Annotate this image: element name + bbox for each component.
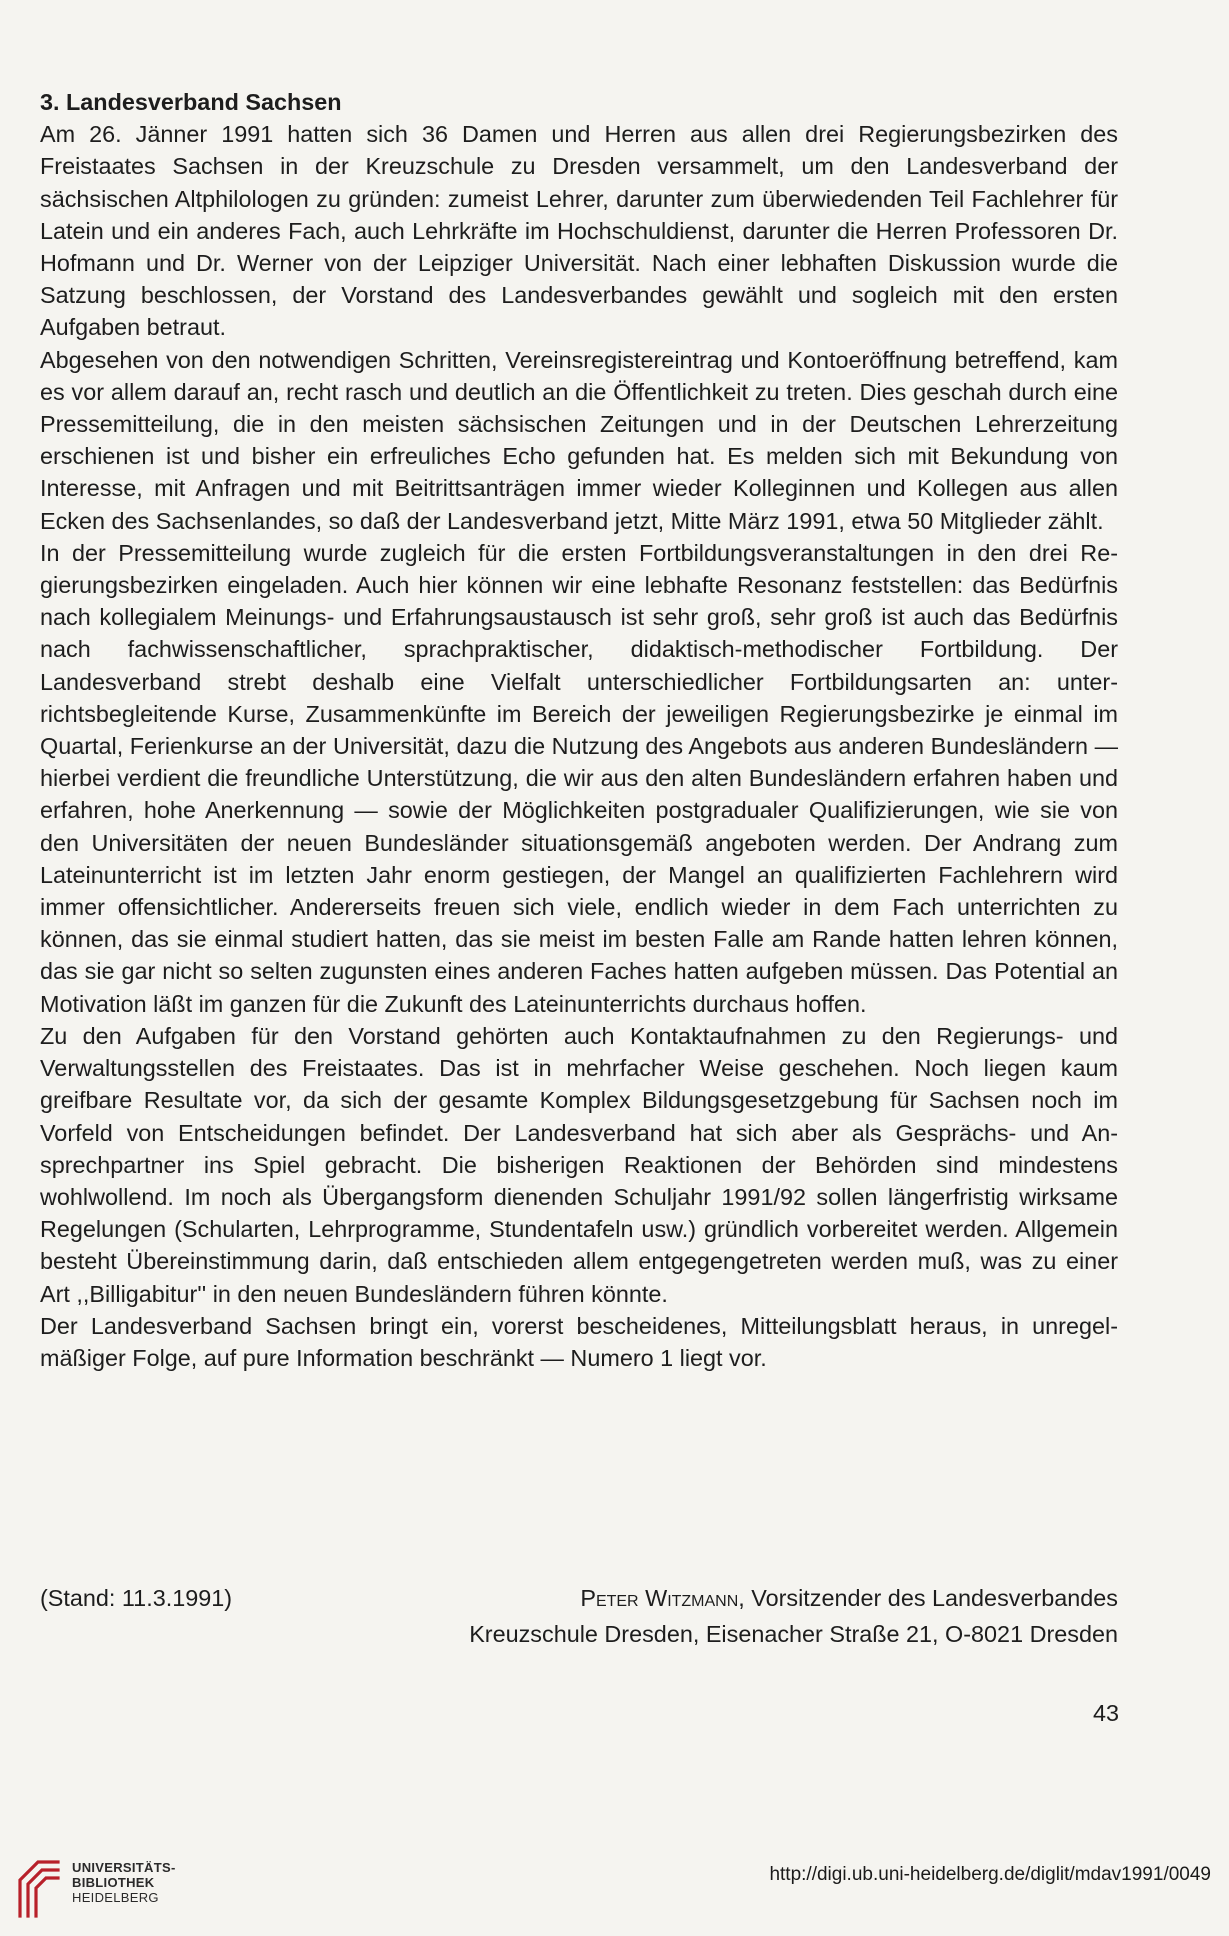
library-name-line-3: HEIDELBERG <box>72 1890 159 1905</box>
library-name-line-2: BIBLIOTHEK <box>72 1875 155 1890</box>
paragraph-2: Abgesehen von den notwendigen Schritten, Vereinsregistereintrag und Kontoeröffnung betreffend, kam es vor allem darauf an, recht rasch und deutlich an die Öffentlichkeit zu treten. Dies geschah durch eine Pressemitteilung, die in den meisten sächsischen Zeitungen und in der Deutschen Lehrerzeitung erschienen ist und bisher ein erfreuliches Echo gefunden hat. Es melden sich mit Bekundung von Interesse, mit Anfragen und mit Beitrittsanträgen immer wieder Kolleginnen und Kollegen aus allen Ecken des Sachsenlandes, so daß der Landesverband jetzt, Mitte März 1991, etwa 50 Mitglieder zählt. <box>40 346 1118 534</box>
library-name <box>72 1860 176 1905</box>
section-heading: 3. Landesverband Sachsen <box>40 89 342 115</box>
author-role: , Vorsitzender des Landesverbandes <box>738 1585 1118 1611</box>
library-name-line-1: UNIVERSITÄTS- <box>72 1860 176 1875</box>
page-footer <box>0 1848 1229 1936</box>
paragraph-4: Zu den Aufgaben für den Vorstand gehörten auch Kontaktaufnahmen zu den Regierungs- und Verwaltungsstellen des Freistaates. Das ist in mehrfacher Weise geschehen. Noch liegen kaum greifbare Resultate vor, da sich der gesamte Komplex Bildungsgesetzgebung für Sachsen noch im Vorfeld von Entscheidungen befindet. Der Landesverband hat sich aber als Gesprächs- und Ansprechpartner ins Spiel gebracht. Die bisherigen Reaktionen der Behörden sind mindestens wohlwollend. Im noch als Übergangsform dienenden Schuljahr 1991/92 sollen längerfristig wirksame Regelungen (Schularten, Lehrprogramme, Stundentafeln usw.) gründlich vorbereitet werden. Allgemein besteht Übereinstimmung darin, daß entschieden allem entgegengetreten werden muß, was zu einer Art ,,Billigabitur'' in den neuen Bundesländern führen könnte. <box>40 1022 1118 1307</box>
paragraph-3: In der Pressemitteilung wurde zugleich für die ersten Fortbildungsveranstaltungen in den drei Regierungsbezirken eingeladen. Auch hier können wir eine lebhafte Resonanz feststellen: das Bedürfnis nach kollegialem Meinungs- und Erfahrungsaustausch ist sehr groß, sehr groß ist auch das Bedürfnis nach fachwissenschaftlicher, sprachpraktischer, didaktisch-methodischer Fortbildung. Der Landesverband strebt deshalb eine Vielfalt unterschiedlicher Fortbildungsarten an: unterrichtsbegleitende Kurse, Zusammenkünfte im Bereich der jeweiligen Regierungsbezirke je einmal im Quartal, Ferienkurse an der Universität, dazu die Nutzung des Angebots aus anderen Bundesländern — hierbei verdient die freundliche Unterstützung, die wir aus den alten Bundesländern erfahren haben und erfahren, hohe Anerkennung — sowie der Möglichkeiten postgradualer Qualifizierungen, wie sie von den Universitäten der neuen Bundesländer situationsgemäß angeboten werden. Der Andrang zum Lateinunterricht ist im letzten Jahr enorm gestiegen, der Mangel an qualifizierten Fachlehrern wird immer offensichtlicher. Andererseits freuen sich viele, endlich wieder in dem Fach unterrichten zu können, das sie einmal studiert hatten, das sie meist im besten Falle am Rande hatten lehren können, das sie gar nicht so selten zugunsten eines anderen Faches hatten aufgeben müssen. Das Potential an Motivation läßt im ganzen für die Zukunft des Lateinunterrichts durchaus hoffen. <box>40 539 1118 1017</box>
source-url-link[interactable]: http://digi.ub.uni-heidelberg.de/diglit/mdav1991/0049 <box>769 1864 1211 1885</box>
author-address: Kreuzschule Dresden, Eisenacher Straße 21, O-8021 Dresden <box>469 1621 1118 1647</box>
date-stamp: (Stand: 11.3.1991) <box>40 1585 233 1611</box>
author-line <box>580 1580 1118 1616</box>
page-number: 43 <box>1092 1700 1119 1726</box>
paragraph-5: Der Landesverband Sachsen bringt ein, vorerst bescheidenes, Mitteilungsblatt heraus, in unregelmäßiger Folge, auf pure Information beschränkt — Numero 1 liegt vor. <box>40 1312 1118 1371</box>
author-name: Peter Witzmann <box>580 1585 739 1611</box>
article-body <box>40 86 1118 1374</box>
paragraph-1: Am 26. Jänner 1991 hatten sich 36 Damen und Herren aus allen drei Regierungsbezirken des Freistaates Sachsen in der Kreuzschule zu Dresden versammelt, um den Landesverband der sächsischen Altphilologen zu gründen: zumeist Lehrer, darunter zum überwiedenden Teil Fachlehrer für Latein und ein anderes Fach, auch Lehrkräfte im Hochschuldienst, darunter die Herren Professoren Dr. Hofmann und Dr. Werner von der Leipziger Universität. Nach einer lebhaften Diskussion wurde die Satzung beschlossen, der Vorstand des Landesverbandes gewählt und sogleich mit den ersten Aufgaben betraut. <box>40 121 1118 341</box>
library-logo-icon <box>14 1854 64 1920</box>
signature-block <box>40 1580 1118 1652</box>
